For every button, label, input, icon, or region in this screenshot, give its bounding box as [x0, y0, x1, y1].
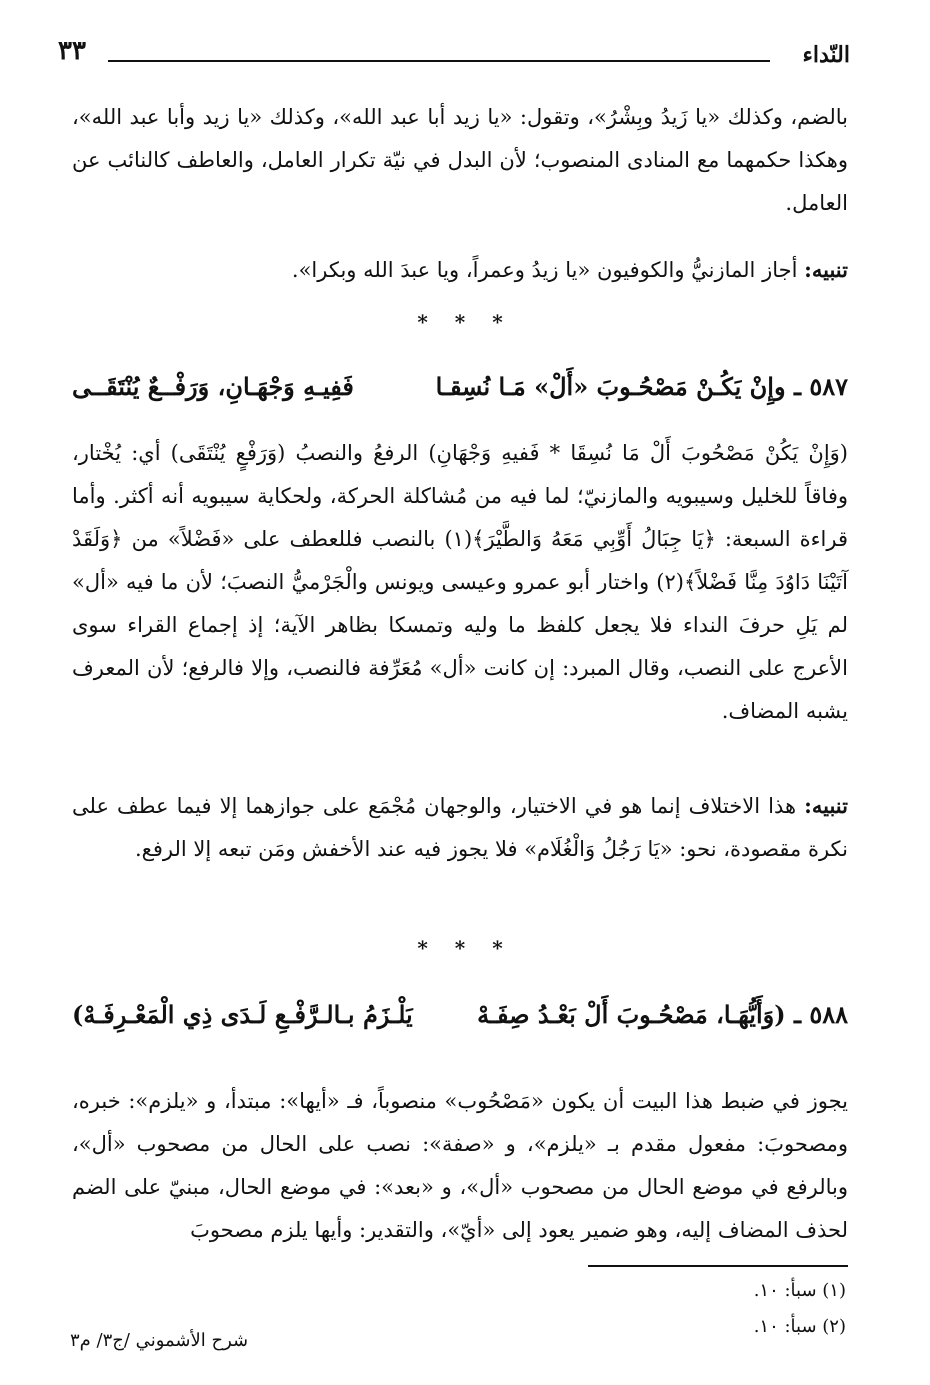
section-separator: * * *	[417, 936, 513, 960]
verse-hemistich: فَفِيـهِ وَجْهَـانِ، وَرَفْــعٌ يُنْتَقَــى	[72, 372, 354, 401]
note-block	[72, 784, 848, 871]
note-text: أجاز المازنيُّ والكوفيون «يا زيدُ وعمراً، ويا عبدَ الله وبكرا».	[291, 258, 798, 282]
paragraph: بالضم، وكذلك «يا زَيدُ وبِشْرُ»، وتقول: «يا زيد أبا عبد الله»، وكذلك «يا زيد وأبا عبد الله»، وهكذا حكمهما مع المنادى المنصوب؛ لأن البدل في نيّة تكرار العامل، والعاطف كالنائب عن العامل.	[72, 105, 848, 215]
commentary-paragraph: يجوز في ضبط هذا البيت أن يكون «مَصْحُوب» منصوباً، فـ «أيها»: مبتدأ، و «يلزم»: خبره، ومصحوبَ: مفعول مقدم بـ «يلزم»، و «صفة»: نصب على الحال من مصحوب «أل»، وبالرفع في موضع الحال من مصحوب «أل»، و «بعد»: في موضع الحال، مبنيّ على الضم لحذف المضاف إليه، وهو ضمير يعود إلى «أيّ»، والتقدير: وأيها يلزم مصحوبَ	[72, 1089, 848, 1242]
footnote: (١) سبأ: ١٠.	[753, 1280, 846, 1301]
verse-hemistich: يَلْـزَمُ بـالـرَّفْـعِ لَـدَى ذِي الْمَعْـرِفَـهْ)	[72, 1000, 413, 1029]
note-text: هذا الاختلاف إنما هو في الاختيار، والوجهان مُجْمَع على جوازهما إلا فيما عطف على نكرة مقصودة، نحو: «يَا رَجُلُ وَالْغُلَام» فلا يجوز فيه عند الأخفش ومَن تبعه إلا الرفع.	[72, 794, 848, 861]
header-rule	[108, 60, 770, 62]
verse-number: ٥٨٨ ـ (وَأَيُّهَـا، مَصْحُـوبَ أَلْ بَعْـدُ صِفَـهْ	[477, 1000, 848, 1029]
note-block	[120, 250, 848, 290]
note-label: تنبيه:	[804, 257, 848, 282]
verse-587	[72, 372, 848, 416]
section-separator: * * *	[417, 310, 513, 334]
verse-number: ٥٨٧ ـ وإِنْ يَكُـنْ مَصْحُـوبَ «أَلْ» مَـا نُسِقـا	[435, 372, 848, 401]
page-number: ٣٣	[58, 36, 86, 66]
chapter-title: النّداء	[802, 42, 850, 68]
book-reference: شرح الأشموني /ج٣/ م٣	[70, 1330, 249, 1351]
footnote: (٢) سبأ: ١٠.	[753, 1316, 846, 1337]
verse-588	[72, 1000, 848, 1044]
footnote-rule	[588, 1265, 848, 1267]
note-label: تنبيه:	[804, 793, 848, 818]
commentary-paragraph: (وَإِنْ يَكُنْ مَصْحُوبَ أَلْ مَا نُسِقَا * فَفيهِ وَجْهَانِ) الرفعُ والنصبُ (وَرَفْعٍ يُنْتَقَى) أي: يُخْتار، وفاقاً للخليل وسيبويه والمازنيّ؛ لما فيه من مُشاكلة الحركة، ولحكاية سيبويه أنه أكثر. وأما قراءة السبعة: ﴿يَا جِبَالُ أَوِّبِي مَعَهُ وَالطَّيْرَ﴾(١) بالنصب فللعطف على «فَضْلاً» من ﴿وَلَقَدْ آتَيْنَا دَاوُدَ مِنَّا فَضْلاً﴾(٢) واختار أبو عمرو وعيسى ويونس والْجَرْميُّ النصبَ؛ لأن ما فيه «أل» لم يَلِ حرفَ النداء فلا يجعل كلفظ ما وليه وتمسكا بظاهر الآية؛ إذ إجماع القراء سوى الأعرج على النصب، وقال المبرد: إن كانت «أل» مُعَرِّفة فالنصب، وإلا فالرفع؛ لأن المعرف يشبه المضاف.	[72, 441, 848, 723]
